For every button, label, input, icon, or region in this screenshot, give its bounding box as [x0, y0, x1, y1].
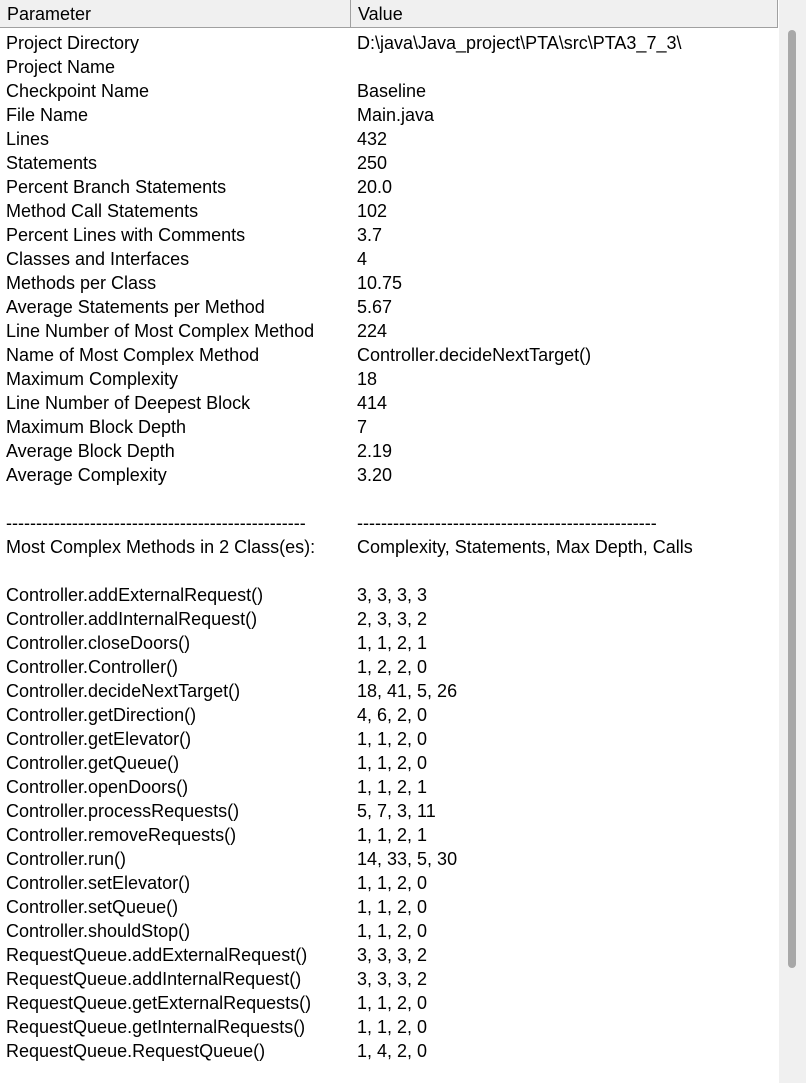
value-cell: 3, 3, 3, 3	[357, 585, 428, 605]
table-row[interactable]	[0, 823, 778, 847]
table-row[interactable]	[0, 679, 778, 703]
value-cell: 1, 1, 2, 1	[357, 633, 428, 653]
value-cell: 3.20	[357, 465, 393, 485]
value-cell: 1, 1, 2, 1	[357, 777, 428, 797]
parameter-cell: Average Block Depth	[6, 441, 175, 461]
value-cell: Main.java	[357, 105, 435, 125]
table-row[interactable]	[0, 727, 778, 751]
parameter-cell: Most Complex Methods in 2 Class(es):	[6, 537, 316, 557]
value-cell: 2.19	[357, 441, 393, 461]
table-row[interactable]	[0, 151, 778, 175]
value-cell: 102	[357, 201, 388, 221]
value-cell: 5.67	[357, 297, 393, 317]
table-row[interactable]	[0, 487, 778, 511]
value-cell: 18	[357, 369, 378, 389]
parameter-cell: Line Number of Deepest Block	[6, 393, 251, 413]
table-row[interactable]	[0, 895, 778, 919]
table-row[interactable]	[0, 295, 778, 319]
parameter-cell: RequestQueue.RequestQueue()	[6, 1041, 266, 1061]
parameter-cell: Project Directory	[6, 33, 140, 53]
value-cell: 1, 1, 2, 0	[357, 897, 428, 917]
value-cell: 3, 3, 3, 2	[357, 945, 428, 965]
table-row[interactable]	[0, 607, 778, 631]
value-cell: 1, 1, 2, 0	[357, 753, 428, 773]
table-row[interactable]	[0, 55, 778, 79]
table-row[interactable]	[0, 463, 778, 487]
table-row[interactable]	[0, 439, 778, 463]
table-row[interactable]	[0, 991, 778, 1015]
parameter-cell: Controller.getDirection()	[6, 705, 197, 725]
parameter-cell	[0, 487, 350, 511]
value-cell: 20.0	[357, 177, 393, 197]
table-row[interactable]	[0, 391, 778, 415]
parameter-cell: Controller.closeDoors()	[6, 633, 191, 653]
table-row[interactable]	[0, 319, 778, 343]
value-cell: 4, 6, 2, 0	[357, 705, 428, 725]
parameter-cell: RequestQueue.getInternalRequests()	[6, 1017, 306, 1037]
table-row[interactable]	[0, 847, 778, 871]
vertical-scrollbar[interactable]	[779, 0, 806, 1083]
parameter-cell: Average Complexity	[6, 465, 167, 485]
parameter-cell: File Name	[6, 105, 89, 125]
value-cell: Baseline	[357, 81, 427, 101]
table-row[interactable]	[0, 31, 778, 55]
value-cell	[350, 55, 357, 79]
table-row[interactable]	[0, 103, 778, 127]
parameter-cell: Checkpoint Name	[6, 81, 150, 101]
table-row[interactable]	[0, 1015, 778, 1039]
table-row[interactable]	[0, 415, 778, 439]
value-cell: Complexity, Statements, Max Depth, Calls	[357, 537, 693, 557]
value-cell	[350, 559, 357, 583]
table-row[interactable]	[0, 631, 778, 655]
table-row[interactable]	[0, 343, 778, 367]
value-cell: 3.7	[357, 225, 383, 245]
parameter-cell: Controller.getQueue()	[6, 753, 180, 773]
table-row[interactable]	[0, 175, 778, 199]
parameter-cell: Percent Lines with Comments	[6, 225, 246, 245]
table-row[interactable]	[0, 1039, 778, 1063]
value-cell: D:\java\Java_project\PTA\src\PTA3_7_3\	[357, 33, 682, 53]
table-row[interactable]	[0, 223, 778, 247]
parameter-cell	[0, 559, 350, 583]
parameter-cell: Maximum Complexity	[6, 369, 179, 389]
value-cell: 1, 1, 2, 0	[357, 921, 428, 941]
value-cell: 1, 4, 2, 0	[357, 1041, 428, 1061]
parameter-cell: Statements	[6, 153, 98, 173]
table-row[interactable]	[0, 271, 778, 295]
value-cell: 414	[357, 393, 388, 413]
parameter-cell: Controller.setQueue()	[6, 897, 179, 917]
value-cell: 1, 1, 2, 1	[357, 825, 428, 845]
value-cell: 2, 3, 3, 2	[357, 609, 428, 629]
value-cell: 4	[357, 249, 368, 269]
parameter-cell: RequestQueue.getExternalRequests()	[6, 993, 312, 1013]
parameter-cell: Average Statements per Method	[6, 297, 265, 317]
parameter-cell: Controller.shouldStop()	[6, 921, 191, 941]
parameter-cell: Controller.removeRequests()	[6, 825, 237, 845]
value-cell: 18, 41, 5, 26	[357, 681, 458, 701]
parameter-cell: Controller.processRequests()	[6, 801, 240, 821]
value-cell: 1, 1, 2, 0	[357, 993, 428, 1013]
table-row[interactable]	[0, 247, 778, 271]
parameter-cell: Controller.openDoors()	[6, 777, 189, 797]
table-row[interactable]	[0, 367, 778, 391]
value-cell: Controller.decideNextTarget()	[357, 345, 592, 365]
table-row[interactable]	[0, 919, 778, 943]
parameter-cell: Controller.getElevator()	[6, 729, 192, 749]
parameter-cell: Name of Most Complex Method	[6, 345, 260, 365]
table-row[interactable]	[0, 559, 778, 583]
value-cell: 432	[357, 129, 388, 149]
parameter-cell: Controller.run()	[6, 849, 127, 869]
table-row[interactable]	[0, 511, 778, 535]
table-row[interactable]	[0, 775, 778, 799]
table-row[interactable]	[0, 967, 778, 991]
table-row[interactable]	[0, 79, 778, 103]
column-header-value[interactable]: Value	[351, 0, 778, 27]
parameter-cell: RequestQueue.addInternalRequest()	[6, 969, 302, 989]
scrollbar-thumb[interactable]	[788, 30, 796, 968]
parameter-cell: --------------------------------------------------	[6, 513, 306, 533]
value-cell: --------------------------------------------------	[357, 513, 657, 533]
table-row[interactable]	[0, 127, 778, 151]
parameter-cell: Controller.decideNextTarget()	[6, 681, 241, 701]
table-header	[0, 0, 778, 28]
parameter-cell: Classes and Interfaces	[6, 249, 190, 269]
value-cell	[350, 487, 357, 511]
parameter-cell: Percent Branch Statements	[6, 177, 227, 197]
value-cell: 10.75	[357, 273, 403, 293]
table-row[interactable]	[0, 583, 778, 607]
parameter-cell: Maximum Block Depth	[6, 417, 187, 437]
value-cell: 250	[357, 153, 388, 173]
value-cell: 224	[357, 321, 388, 341]
parameter-cell: Controller.addInternalRequest()	[6, 609, 258, 629]
parameter-cell: Methods per Class	[6, 273, 157, 293]
table-row[interactable]	[0, 199, 778, 223]
value-cell: 1, 1, 2, 0	[357, 729, 428, 749]
value-cell: 1, 1, 2, 0	[357, 873, 428, 893]
parameter-cell: Lines	[6, 129, 50, 149]
table-row[interactable]	[0, 535, 778, 559]
table-row[interactable]	[0, 751, 778, 775]
table-row[interactable]	[0, 943, 778, 967]
value-cell: 1, 2, 2, 0	[357, 657, 428, 677]
parameter-cell: Method Call Statements	[6, 201, 199, 221]
parameter-cell: Controller.Controller()	[6, 657, 179, 677]
table-row[interactable]	[0, 871, 778, 895]
parameter-cell: Controller.addExternalRequest()	[6, 585, 264, 605]
metrics-table-body	[0, 31, 778, 1063]
column-header-parameter[interactable]: Parameter	[0, 0, 351, 27]
value-cell: 1, 1, 2, 0	[357, 1017, 428, 1037]
parameter-cell: Project Name	[6, 57, 116, 77]
value-cell: 7	[357, 417, 368, 437]
parameter-cell: Controller.setElevator()	[6, 873, 191, 893]
parameter-cell: RequestQueue.addExternalRequest()	[6, 945, 308, 965]
table-row[interactable]	[0, 799, 778, 823]
value-cell: 3, 3, 3, 2	[357, 969, 428, 989]
value-cell: 14, 33, 5, 30	[357, 849, 458, 869]
table-row[interactable]	[0, 655, 778, 679]
value-cell: 5, 7, 3, 11	[357, 801, 436, 821]
parameter-cell: Line Number of Most Complex Method	[6, 321, 315, 341]
table-row[interactable]	[0, 703, 778, 727]
